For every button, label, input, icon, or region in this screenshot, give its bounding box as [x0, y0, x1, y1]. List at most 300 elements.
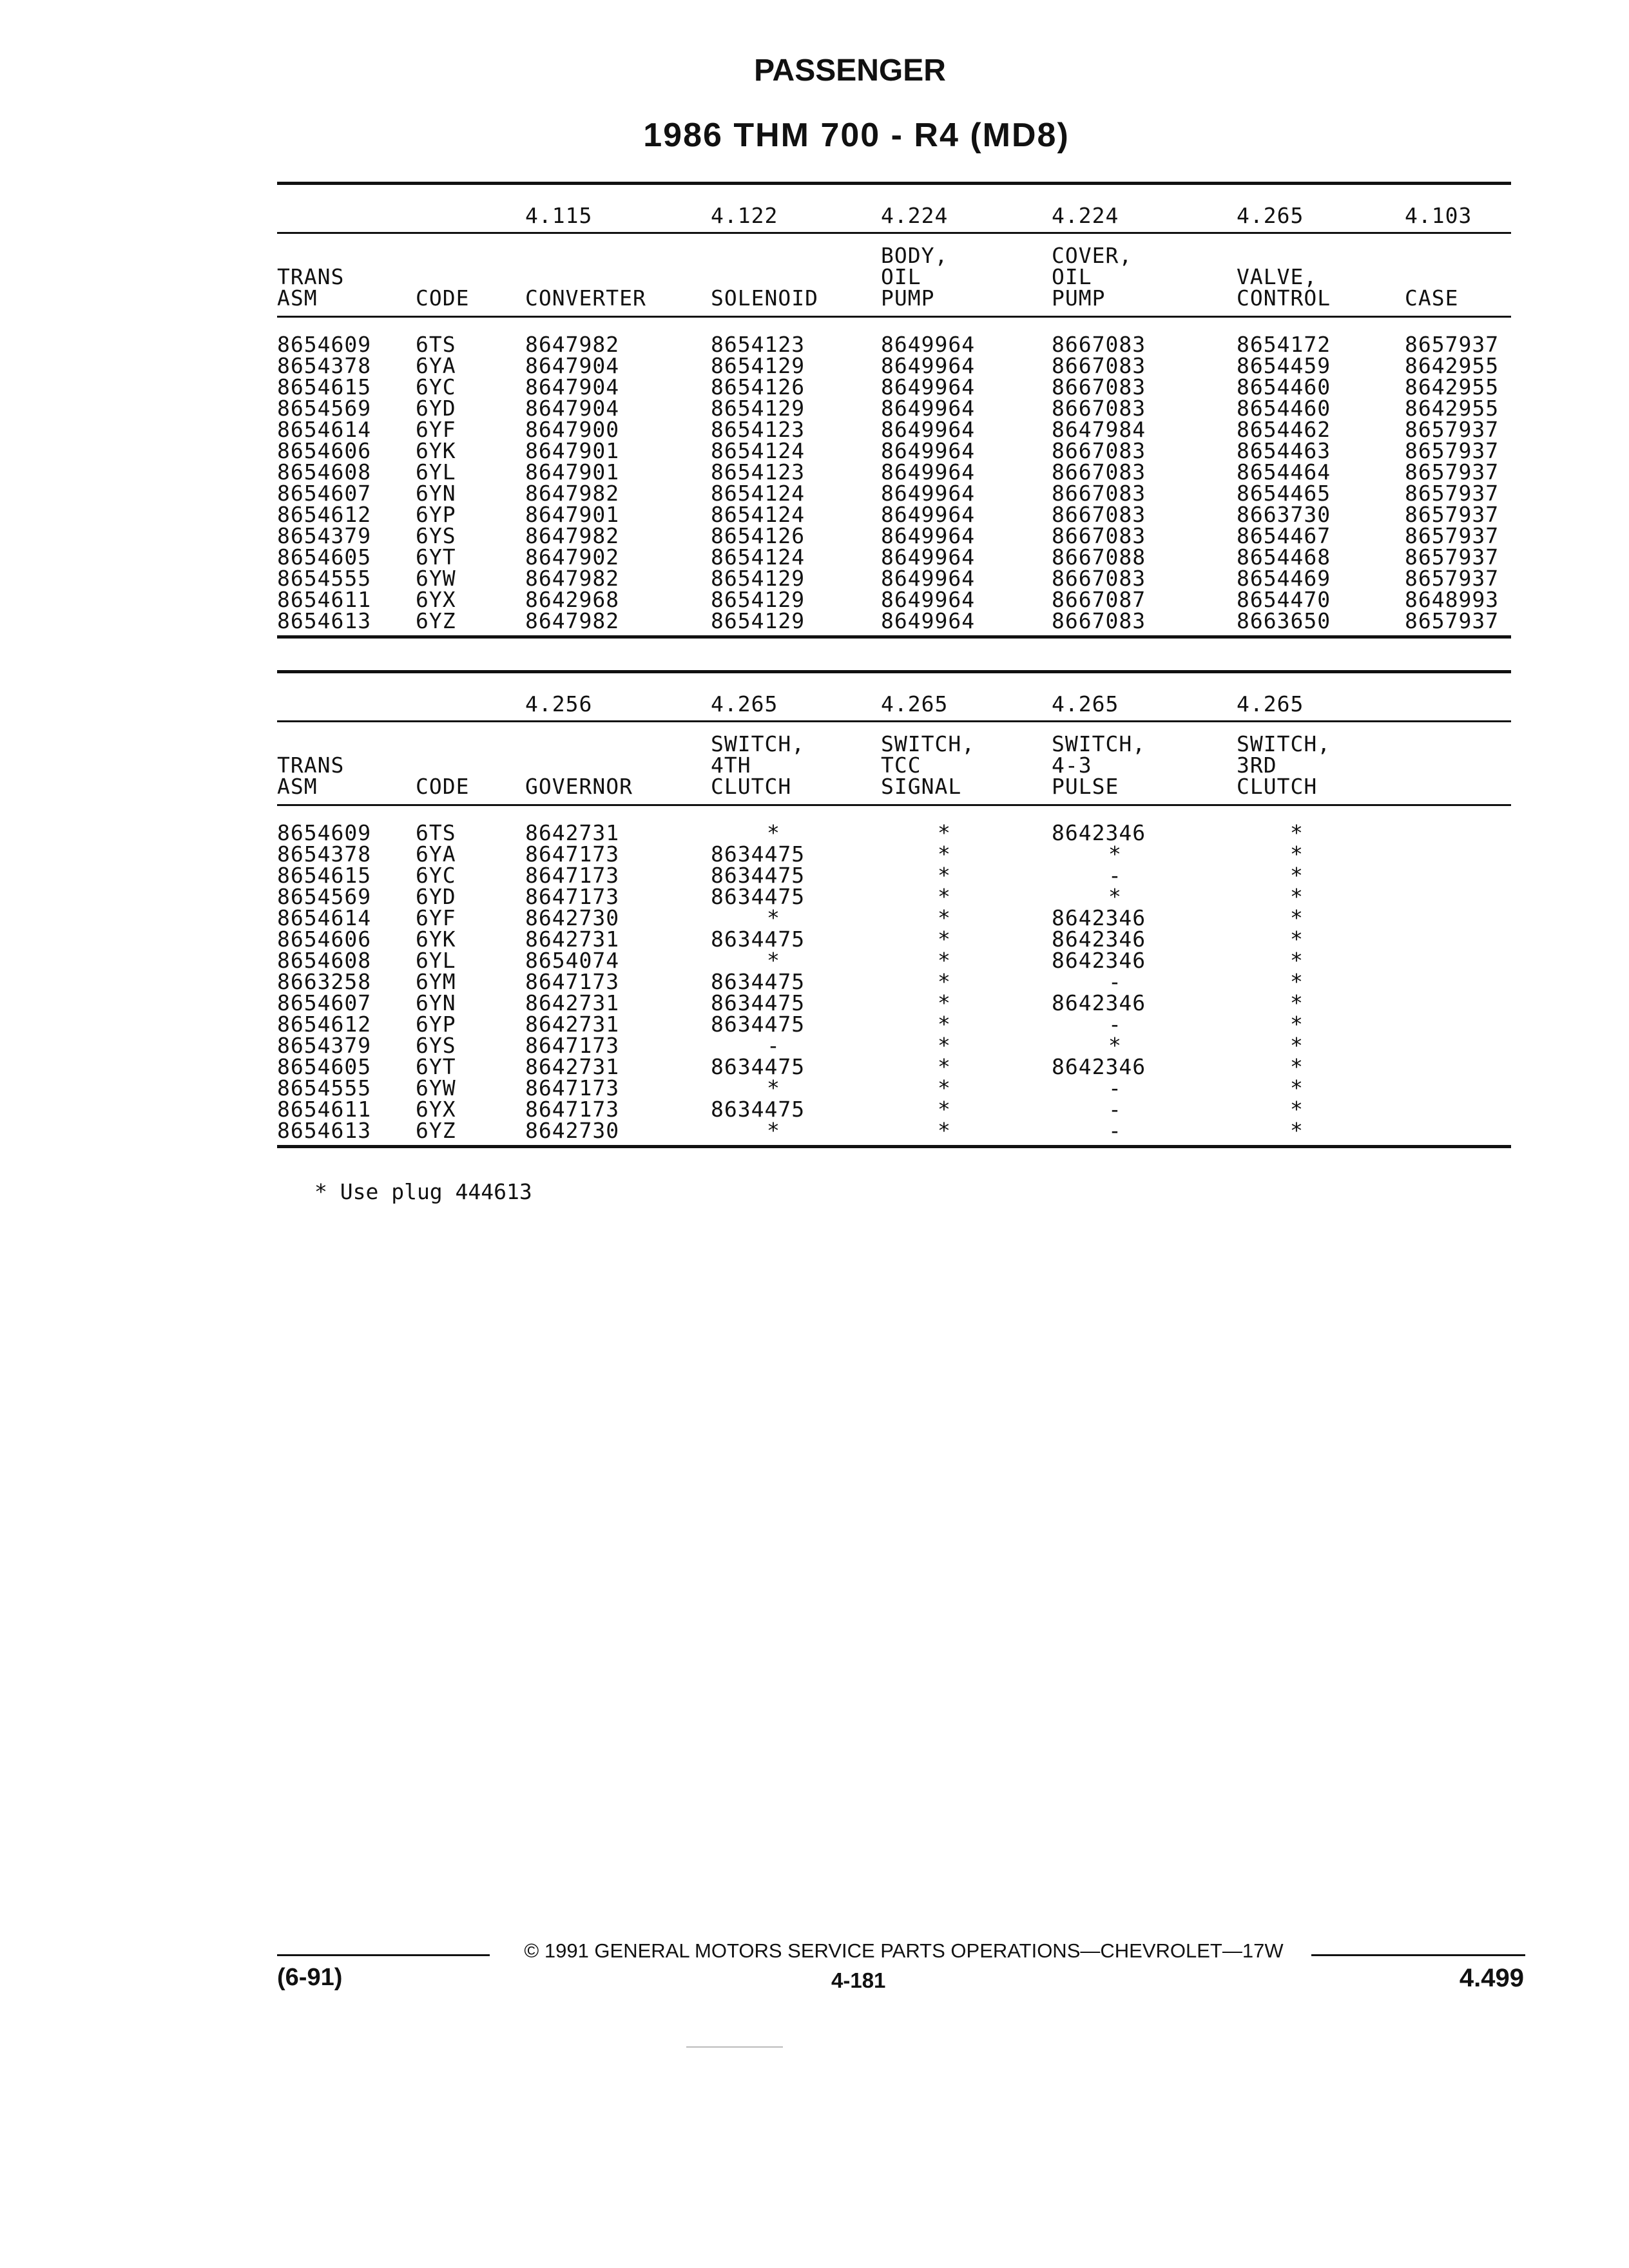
table-cell: 8654124 — [711, 544, 805, 570]
table-cell: * — [938, 905, 951, 930]
table-cell: 8647982 — [525, 481, 620, 506]
table-cell: 8663258 — [277, 969, 372, 994]
table-cell: 8654613 — [277, 1118, 372, 1143]
table-cell: 8642346 — [1052, 990, 1146, 1015]
table-cell: 8654607 — [277, 481, 372, 506]
table-cell: 8667083 — [1052, 608, 1146, 633]
table-cell: 6YK — [416, 927, 456, 952]
table-cell: 6YP — [416, 502, 456, 527]
table-cell: 8654555 — [277, 1075, 372, 1100]
table-cell: 8654569 — [277, 884, 372, 909]
table-cell: 8657937 — [1405, 417, 1499, 442]
table-cell: 8654129 — [711, 587, 805, 612]
column-header: CODE — [416, 774, 470, 799]
table-cell: 8667083 — [1052, 523, 1146, 548]
column-header: VALVE, — [1237, 264, 1318, 289]
table-cell: 8642730 — [525, 905, 620, 930]
table-cell: 6YF — [416, 417, 456, 442]
table-row — [277, 398, 1511, 419]
table-row — [277, 971, 1511, 992]
table-cell: 8654614 — [277, 905, 372, 930]
ref-number: 4.256 — [525, 691, 593, 716]
table-row — [277, 950, 1511, 971]
table-cell: 8667088 — [1052, 544, 1146, 570]
footer-right-rule — [1311, 1954, 1525, 1956]
table-row — [277, 1035, 1511, 1056]
table-cell: 8654129 — [711, 608, 805, 633]
table-cell: 8634475 — [711, 927, 805, 952]
table-cell: 8657937 — [1405, 608, 1499, 633]
scan-speck — [686, 2046, 783, 2048]
column-header: BODY, — [881, 243, 949, 268]
table-cell: 8654460 — [1237, 374, 1331, 399]
table-row — [277, 376, 1511, 398]
table-cell: - — [1108, 1075, 1122, 1100]
table-cell: * — [1290, 1012, 1304, 1037]
table-cell: 6YL — [416, 948, 456, 973]
table-cell: 8642731 — [525, 1054, 620, 1079]
column-header: CASE — [1405, 285, 1459, 311]
column-header: COVER, — [1052, 243, 1133, 268]
footnote: * Use plug 444613 — [314, 1179, 532, 1204]
table-cell: 6YC — [416, 863, 456, 888]
column-header: OIL — [881, 264, 921, 289]
table-bottom-rule — [277, 635, 1511, 639]
table-cell: 8654172 — [1237, 332, 1331, 357]
column-header: SWITCH, — [711, 731, 805, 756]
column-header: PULSE — [1052, 774, 1119, 799]
table-cell: 8642955 — [1405, 353, 1499, 378]
table-cell: 8634475 — [711, 969, 805, 994]
table-cell: 8649964 — [881, 459, 976, 485]
table-cell: 6YW — [416, 566, 456, 591]
footer-section-number: 4.499 — [1459, 1964, 1524, 1992]
table-cell: 8647902 — [525, 544, 620, 570]
column-header: CONTROL — [1237, 285, 1331, 311]
column-header: CODE — [416, 285, 470, 311]
table-cell: 6YK — [416, 438, 456, 463]
table-cell: 8654123 — [711, 417, 805, 442]
table-cell: 8634475 — [711, 1054, 805, 1079]
table-cell: 8654614 — [277, 417, 372, 442]
table-row — [277, 546, 1511, 568]
table-row — [277, 504, 1511, 525]
column-header: SOLENOID — [711, 285, 818, 311]
ref-number: 4.122 — [711, 203, 778, 228]
table-row — [277, 1014, 1511, 1035]
table-cell: 8663730 — [1237, 502, 1331, 527]
table-cell: 8654609 — [277, 820, 372, 845]
table-cell: 8667083 — [1052, 502, 1146, 527]
table-cell: 8642731 — [525, 990, 620, 1015]
table-cell: * — [1290, 1033, 1304, 1058]
table-cell: 8654378 — [277, 841, 372, 867]
table-cell: 8649964 — [881, 332, 976, 357]
table-cell: 6YN — [416, 990, 456, 1015]
table-cell: * — [767, 1075, 780, 1100]
table-cell: 8647173 — [525, 884, 620, 909]
table-cell: 8654126 — [711, 374, 805, 399]
table-cell: 6YZ — [416, 1118, 456, 1143]
table-cell: * — [938, 1054, 951, 1079]
column-header: CONVERTER — [525, 285, 646, 311]
table-cell: 8634475 — [711, 990, 805, 1015]
table-cell: 8642955 — [1405, 374, 1499, 399]
table-cell: 8654606 — [277, 438, 372, 463]
table-cell: 8654464 — [1237, 459, 1331, 485]
footer-copyright: © 1991 GENERAL MOTORS SERVICE PARTS OPERATIONS—CHEVROLET—17W — [524, 1939, 1284, 1962]
table-cell: 8667083 — [1052, 438, 1146, 463]
table-cell: 8649964 — [881, 608, 976, 633]
table-cell: 8667083 — [1052, 481, 1146, 506]
table-cell: 6YA — [416, 841, 456, 867]
table-cell: 8647982 — [525, 608, 620, 633]
table-cell: 8647173 — [525, 969, 620, 994]
table-cell: 8647904 — [525, 374, 620, 399]
table-cell: 8654462 — [1237, 417, 1331, 442]
table-cell: * — [1290, 863, 1304, 888]
table-cell: 8642346 — [1052, 948, 1146, 973]
table-cell: 8654124 — [711, 481, 805, 506]
table-cell: - — [1108, 1012, 1122, 1037]
table-cell: 8654605 — [277, 1054, 372, 1079]
table-cell: 8647900 — [525, 417, 620, 442]
table-cell: 6YP — [416, 1012, 456, 1037]
table-cell: 8654612 — [277, 1012, 372, 1037]
column-header: 4TH — [711, 753, 751, 778]
table-cell: 8647982 — [525, 523, 620, 548]
table-cell: 8642346 — [1052, 1054, 1146, 1079]
column-header: 4-3 — [1052, 753, 1092, 778]
table-cell: 6YM — [416, 969, 456, 994]
table-top-rule — [277, 670, 1511, 673]
table-cell: 8654379 — [277, 1033, 372, 1058]
page-subtitle: 1986 THM 700 - R4 (MD8) — [643, 117, 1070, 154]
table-cell: 8649964 — [881, 587, 976, 612]
table-row — [277, 461, 1511, 483]
table-cell: * — [938, 969, 951, 994]
table-cell: 8654465 — [1237, 481, 1331, 506]
table-cell: 8642346 — [1052, 820, 1146, 845]
table-cell: 8654463 — [1237, 438, 1331, 463]
table-cell: 8654608 — [277, 459, 372, 485]
table-cell: * — [767, 1118, 780, 1143]
table-cell: 8647904 — [525, 353, 620, 378]
table-cell: 6YT — [416, 1054, 456, 1079]
ref-number: 4.265 — [1237, 691, 1304, 716]
ref-number: 4.103 — [1405, 203, 1472, 228]
table-cell: * — [1108, 1033, 1122, 1058]
table-cell: 6TS — [416, 820, 456, 845]
ref-divider-rule — [277, 232, 1511, 234]
table-cell: 8642731 — [525, 820, 620, 845]
table-cell: * — [1290, 969, 1304, 994]
table-cell: 8649964 — [881, 566, 976, 591]
table-cell: 8647173 — [525, 1097, 620, 1122]
table-cell: 8654611 — [277, 587, 372, 612]
ref-number: 4.265 — [1052, 691, 1119, 716]
table-cell: 6YC — [416, 374, 456, 399]
table-cell: 8647984 — [1052, 417, 1146, 442]
footer-page-number: 4-181 — [831, 1968, 886, 1992]
table-cell: 8642731 — [525, 1012, 620, 1037]
table-cell: 8647173 — [525, 1033, 620, 1058]
table-cell: 6YX — [416, 587, 456, 612]
table-cell: 8654129 — [711, 396, 805, 421]
table-cell: 8649964 — [881, 438, 976, 463]
table-cell: 8657937 — [1405, 459, 1499, 485]
table-cell: 8642346 — [1052, 927, 1146, 952]
table-cell: 8657937 — [1405, 481, 1499, 506]
ref-number: 4.224 — [881, 203, 949, 228]
table-cell: 8654607 — [277, 990, 372, 1015]
table-cell: 8634475 — [711, 1097, 805, 1122]
table-cell: 6YD — [416, 884, 456, 909]
table-row — [277, 886, 1511, 907]
table-cell: - — [767, 1033, 780, 1058]
table-cell: 8654378 — [277, 353, 372, 378]
table-row — [277, 355, 1511, 376]
table-cell: 6YN — [416, 481, 456, 506]
table-cell: * — [938, 1033, 951, 1058]
table-cell: 8649964 — [881, 374, 976, 399]
table-cell: 8654469 — [1237, 566, 1331, 591]
table-cell: * — [1290, 905, 1304, 930]
table-cell: * — [1108, 841, 1122, 867]
table-row — [277, 525, 1511, 546]
table-cell: 6YX — [416, 1097, 456, 1122]
table-cell: 8634475 — [711, 841, 805, 867]
column-header: SWITCH, — [1237, 731, 1331, 756]
table-cell: 8647173 — [525, 841, 620, 867]
table-cell: * — [1290, 820, 1304, 845]
table-cell: 8667083 — [1052, 332, 1146, 357]
table-cell: 8657937 — [1405, 544, 1499, 570]
table-row — [277, 483, 1511, 504]
table-cell: * — [767, 948, 780, 973]
table-cell: * — [1290, 927, 1304, 952]
table-row — [277, 865, 1511, 886]
table-cell: 8654124 — [711, 438, 805, 463]
table-cell: * — [1290, 948, 1304, 973]
table-row — [277, 928, 1511, 950]
table-cell: 8654611 — [277, 1097, 372, 1122]
table-row — [277, 1120, 1511, 1141]
table-bottom-rule — [277, 1145, 1511, 1148]
table-cell: 8654124 — [711, 502, 805, 527]
table-cell: 8667083 — [1052, 353, 1146, 378]
table-cell: 8667087 — [1052, 587, 1146, 612]
table-cell: 8654613 — [277, 608, 372, 633]
table-cell: 8654460 — [1237, 396, 1331, 421]
table-cell: 8649964 — [881, 396, 976, 421]
ref-number: 4.115 — [525, 203, 593, 228]
column-header: OIL — [1052, 264, 1092, 289]
column-header: CLUTCH — [1237, 774, 1318, 799]
ref-number: 4.265 — [881, 691, 949, 716]
table-top-rule — [277, 182, 1511, 185]
table-row — [277, 419, 1511, 440]
table-cell: 8647904 — [525, 396, 620, 421]
table-row — [277, 822, 1511, 843]
table-cell: 8647173 — [525, 1075, 620, 1100]
table-cell: * — [1290, 841, 1304, 867]
table-row — [277, 334, 1511, 355]
table-cell: 8657937 — [1405, 502, 1499, 527]
table-row — [277, 589, 1511, 610]
table-cell: 8654615 — [277, 374, 372, 399]
table-cell: * — [938, 990, 951, 1015]
table-cell: 8654074 — [525, 948, 620, 973]
table-cell: 8649964 — [881, 417, 976, 442]
table-cell: 8654379 — [277, 523, 372, 548]
table-cell: 8634475 — [711, 1012, 805, 1037]
column-header: TRANS — [277, 264, 345, 289]
table-cell: 8649964 — [881, 544, 976, 570]
table-cell: 8634475 — [711, 863, 805, 888]
column-header: ASM — [277, 774, 318, 799]
table-cell: 8647982 — [525, 332, 620, 357]
table-cell: 8642968 — [525, 587, 620, 612]
table-row — [277, 440, 1511, 461]
table-cell: * — [938, 820, 951, 845]
table-cell: 6YS — [416, 523, 456, 548]
table-cell: * — [938, 884, 951, 909]
table-cell: 6TS — [416, 332, 456, 357]
table-cell: 6YD — [416, 396, 456, 421]
table-cell: * — [938, 948, 951, 973]
table-cell: 8649964 — [881, 481, 976, 506]
table-cell: - — [1108, 1118, 1122, 1143]
table-cell: 8647982 — [525, 566, 620, 591]
table-cell: 8654605 — [277, 544, 372, 570]
table-cell: - — [1108, 969, 1122, 994]
column-header: TCC — [881, 753, 921, 778]
ref-number: 4.265 — [1237, 203, 1304, 228]
table-cell: * — [767, 820, 780, 845]
ref-number: 4.265 — [711, 691, 778, 716]
table-cell: 8654123 — [711, 332, 805, 357]
column-header: ASM — [277, 285, 318, 311]
table-row — [277, 1056, 1511, 1077]
page-title: PASSENGER — [754, 53, 946, 88]
table-cell: 6YA — [416, 353, 456, 378]
table-cell: 8647173 — [525, 863, 620, 888]
table-cell: 8654615 — [277, 863, 372, 888]
table-cell: 8654569 — [277, 396, 372, 421]
column-header: 3RD — [1237, 753, 1277, 778]
table-cell: 8634475 — [711, 884, 805, 909]
table-cell: 6YT — [416, 544, 456, 570]
table-cell: 8667083 — [1052, 396, 1146, 421]
table-cell: * — [938, 863, 951, 888]
table-cell: * — [1108, 884, 1122, 909]
column-header: SWITCH, — [1052, 731, 1146, 756]
table-cell: 8642731 — [525, 927, 620, 952]
table-cell: - — [1108, 1097, 1122, 1122]
header-bottom-rule — [277, 804, 1511, 806]
table-cell: 8642346 — [1052, 905, 1146, 930]
column-header: SWITCH, — [881, 731, 976, 756]
table-cell: 8654612 — [277, 502, 372, 527]
table-cell: 6YZ — [416, 608, 456, 633]
table-cell: 8649964 — [881, 502, 976, 527]
table-cell: 8654467 — [1237, 523, 1331, 548]
table-cell: 8654129 — [711, 566, 805, 591]
table-cell: * — [1290, 884, 1304, 909]
footer-date-code: (6-91) — [277, 1964, 343, 1991]
table-cell: * — [938, 841, 951, 867]
table-cell: 8647901 — [525, 502, 620, 527]
table-cell: * — [1290, 1054, 1304, 1079]
table-cell: * — [1290, 1097, 1304, 1122]
column-header: TRANS — [277, 753, 345, 778]
table-cell: 8654468 — [1237, 544, 1331, 570]
table-cell: 8654609 — [277, 332, 372, 357]
ref-number: 4.224 — [1052, 203, 1119, 228]
table-row — [277, 1077, 1511, 1099]
table-row — [277, 843, 1511, 865]
table-cell: 8654459 — [1237, 353, 1331, 378]
table-cell: 8649964 — [881, 353, 976, 378]
table-cell: 6YW — [416, 1075, 456, 1100]
table-cell: * — [938, 1097, 951, 1122]
table-cell: 6YS — [416, 1033, 456, 1058]
table-cell: 6YF — [416, 905, 456, 930]
table-cell: 8657937 — [1405, 332, 1499, 357]
table-cell: 8657937 — [1405, 438, 1499, 463]
table-cell: 8667083 — [1052, 459, 1146, 485]
table-row — [277, 568, 1511, 589]
table-cell: * — [938, 927, 951, 952]
table-row — [277, 610, 1511, 631]
column-header: SIGNAL — [881, 774, 962, 799]
footer-left-rule — [277, 1954, 490, 1956]
table-cell: - — [1108, 863, 1122, 888]
table-cell: 8657937 — [1405, 523, 1499, 548]
table-cell: 8663650 — [1237, 608, 1331, 633]
table-cell: 8667083 — [1052, 374, 1146, 399]
table-cell: * — [938, 1118, 951, 1143]
table-cell: * — [767, 905, 780, 930]
table-cell: 6YL — [416, 459, 456, 485]
table-cell: 8647901 — [525, 438, 620, 463]
table-cell: 8642730 — [525, 1118, 620, 1143]
column-header: GOVERNOR — [525, 774, 633, 799]
table-cell: 8642955 — [1405, 396, 1499, 421]
ref-divider-rule — [277, 720, 1511, 722]
header-bottom-rule — [277, 316, 1511, 318]
column-header: CLUTCH — [711, 774, 792, 799]
table-cell: 8657937 — [1405, 566, 1499, 591]
table-cell: 8647901 — [525, 459, 620, 485]
table-cell: 8654129 — [711, 353, 805, 378]
table-cell: 8654608 — [277, 948, 372, 973]
table-cell: 8654470 — [1237, 587, 1331, 612]
column-header: PUMP — [881, 285, 935, 311]
table-cell: * — [938, 1075, 951, 1100]
table-cell: * — [1290, 1118, 1304, 1143]
table-cell: * — [1290, 1075, 1304, 1100]
table-cell: 8654126 — [711, 523, 805, 548]
table-cell: * — [1290, 990, 1304, 1015]
table-row — [277, 992, 1511, 1014]
table-cell: 8654555 — [277, 566, 372, 591]
table-cell: 8648993 — [1405, 587, 1499, 612]
table-cell: * — [938, 1012, 951, 1037]
table-cell: 8654606 — [277, 927, 372, 952]
table-cell: 8649964 — [881, 523, 976, 548]
